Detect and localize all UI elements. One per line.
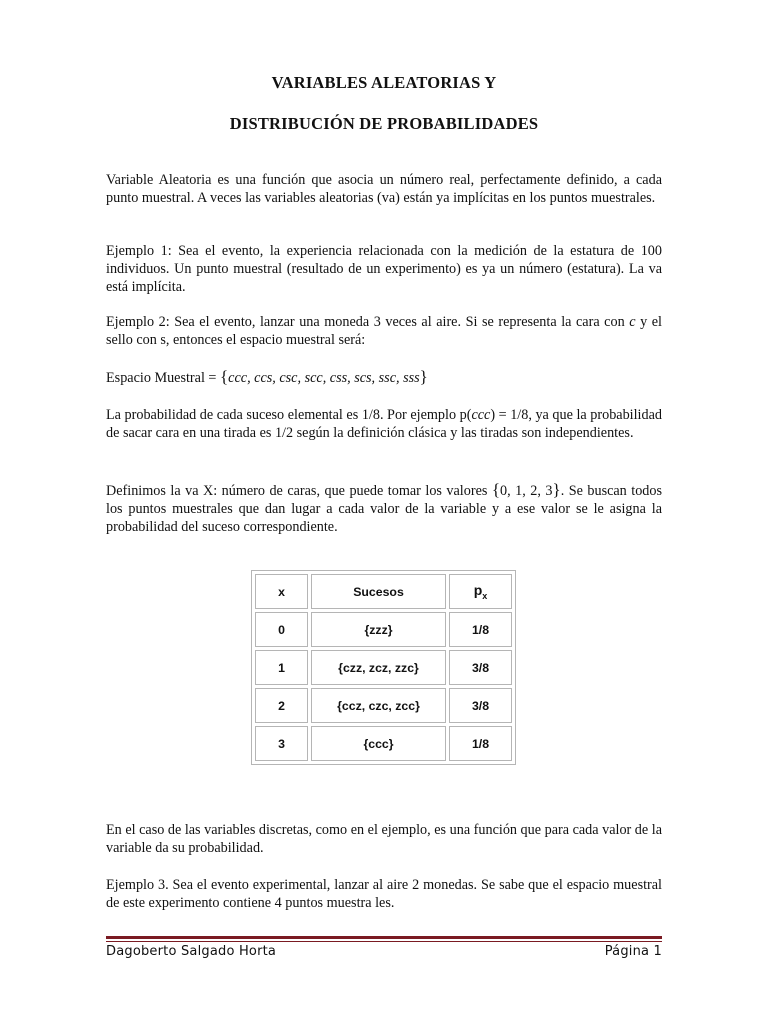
header-sucesos: Sucesos <box>311 574 446 609</box>
header-x: x <box>255 574 308 609</box>
random-variable-text-a: Definimos la va X: número de caras, que puede tomar los valores <box>106 483 492 499</box>
table-row <box>255 612 512 647</box>
sample-space-set: ccc, ccs, csc, scc, css, scs, ssc, sss <box>228 370 420 386</box>
cell-sucesos: {czz, zcz, zzc} <box>311 650 446 685</box>
cell-p: 3/8 <box>449 688 512 723</box>
paragraph-example-1: Ejemplo 1: Sea el evento, la experiencia relacionada con la medición de la estatura de 100 individuos. Un punto muestral (resultado de un experimento) es ya un número (estatura). La va está implícita. <box>106 243 662 295</box>
distribution-table <box>251 570 516 765</box>
example-2-c: c <box>629 314 636 330</box>
probability-text-a: La probabilidad de cada suceso elemental es 1/8. Por ejemplo p( <box>106 407 472 423</box>
example-2-text-a: Ejemplo 2: Sea el evento, lanzar una moneda 3 veces al aire. Si se representa la cara con <box>106 314 630 330</box>
header-px: $p_x$ <box>449 574 512 609</box>
sample-space-label: Espacio Muestral = <box>106 370 220 386</box>
title-line-1: VARIABLES ALEATORIAS Y <box>271 73 497 92</box>
paragraph-definition: Variable Aleatoria es una función que asocia un número real, perfectamente definido, a cada punto muestral. A veces las variables aleatorias (va) están ya implícitas en los puntos muestrales. <box>106 172 662 206</box>
cell-sucesos: {ccz, czc, zcc} <box>311 688 446 723</box>
footer-page-number: Página 1 <box>604 944 662 959</box>
cell-x: 2 <box>255 688 308 723</box>
paragraph-random-variable: Definimos la va X: número de caras, que puede tomar los valores {0, 1, 2, 3}. Se buscan todos los puntos muestrales que dan lugar a cada valor de la variable y a ese valor se le asigna la probabilidad del suceso correspondiente. <box>106 480 663 535</box>
title-line-2: DISTRIBUCIÓN DE PROBABILIDADES <box>229 114 539 133</box>
cell-sucesos: {zzz} <box>311 612 446 647</box>
paragraph-sample-space: Espacio Muestral = {ccc, ccs, csc, scc, css, scs, ssc, sss} <box>106 367 428 386</box>
probability-text-b: ) = 1/8, ya que la probabilidad de sacar cara en una tirada es 1/2 según la definición clásica y las tiradas son independientes. <box>106 407 662 441</box>
cell-sucesos: {ccc} <box>311 726 446 761</box>
cell-p: 1/8 <box>449 726 512 761</box>
table-header-row <box>255 574 512 609</box>
footer-rule-thick <box>106 936 662 939</box>
cell-x: 0 <box>255 612 308 647</box>
paragraph-probability <box>106 407 662 443</box>
cell-p: 3/8 <box>449 650 512 685</box>
table-row <box>255 650 512 685</box>
paragraph-example-3: Ejemplo 3. Sea el evento experimental, lanzar al aire 2 monedas. Se sabe que el espacio muestral de este experimento contiene 4 puntos muestra les. <box>106 877 662 911</box>
cell-x: 3 <box>255 726 308 761</box>
footer-rule-thin <box>106 941 662 942</box>
random-variable-values: 0, 1, 2, 3 <box>500 483 553 499</box>
footer-author: Dagoberto Salgado Horta <box>106 944 277 959</box>
random-variable-text-b: . Se buscan todos los puntos muestrales que dan lugar a cada valor de la variable y a ese valor se le asigna la probabilidad del suceso correspondiente. <box>106 483 663 535</box>
cell-x: 1 <box>255 650 308 685</box>
probability-ccc: ccc <box>471 407 491 423</box>
table-row <box>255 726 512 761</box>
example-2-text-b: y el sello con s, entonces el espacio muestral será: <box>106 314 662 348</box>
table-row <box>255 688 512 723</box>
paragraph-discrete: En el caso de las variables discretas, como en el ejemplo, es una función que para cada valor de la variable da su probabilidad. <box>106 822 662 856</box>
paragraph-example-2 <box>106 314 662 350</box>
cell-p: 1/8 <box>449 612 512 647</box>
